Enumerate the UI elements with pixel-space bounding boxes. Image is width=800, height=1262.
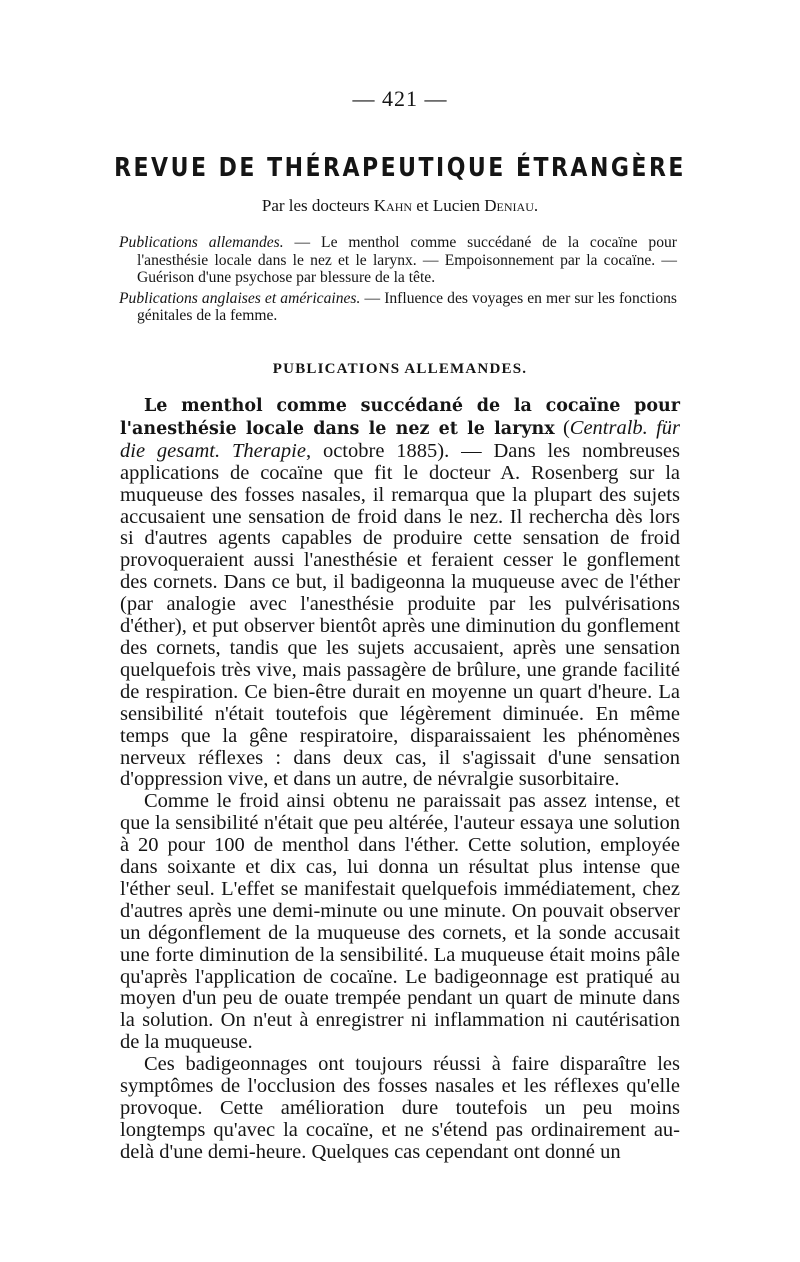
summary-english-label: Publications anglaises et américaines. [119, 289, 361, 307]
page-title: REVUE DE THÉRAPEUTIQUE ÉTRANGÈRE [114, 153, 686, 184]
author-deniau: Deniau [484, 196, 534, 215]
article-paragraph-3: Ces badigeonnages ont toujours réussi à faire disparaître les symptômes de l'occlusion des fosses nasales et les réflexes qu'elle provoque. Cette amélioration dure toutefois un peu moins longtemps qu'avec la cocaïne, et ne s'étend pas ordinairement au-delà d'une demi-heure. Quelques cas cependant ont donné un [120, 1053, 680, 1163]
section-heading: PUBLICATIONS ALLEMANDES. [272, 361, 528, 377]
article-paragraph-1-text: — Dans les nombreuses applications de cocaïne que fit le docteur A. Rosenberg sur la muqueuse des fosses nasales, il remarqua que la plupart des sujets accusaient une sensation de froid dans le nez. Il rechercha dès lors si d'autres agents capables de produire cette sensation de froid provoqueraient aussi l'anesthésie et feraient cesser le gonflement des cornets. Dans ce but, il badigeonna la muqueuse avec de l'éther (par analogie avec l'anesthésie produite par les pulvérisations d'éther), et put observer bientôt après une diminution du gonflement des cornets, tandis que les sujets accusaient, après une sensation quelquefois très vive, mais passagère de brûlure, une grande facilité de respiration. Ce bien-être durait en moyenne un quart d'heure. La sensibilité n'était toutefois que légèrement diminuée. En même temps que la gêne respiratoire, disparaissaient les phénomènes nerveux réflexes : dans deux cas, il s'agissait d'une sensation d'oppression vive, et dans un autre, de névralgie susorbitaire. [120, 439, 680, 791]
article-source-close: , octobre 1885). [305, 439, 450, 462]
page-number: — 421 — [352, 86, 448, 111]
summary-english [119, 290, 677, 325]
author-kahn: Kahn [373, 196, 413, 215]
summary-english-text: — Influence des voyages en mer sur les fonctions génitales de la femme. [137, 289, 677, 324]
authors-middle: et Lucien [412, 196, 485, 215]
table-of-contents-summary [119, 234, 677, 328]
summary-german [119, 234, 677, 287]
authors-suffix: . [533, 196, 539, 215]
summary-german-label: Publications allemandes. [119, 234, 284, 251]
article-source: Centralb. für die gesamt. Therapie [120, 416, 680, 462]
article-title: Le menthol comme succédané de la cocaïne pour l'anesthésie locale dans le nez et le larynx [120, 396, 680, 439]
authors-prefix: Par les docteurs [261, 196, 374, 215]
article-body [120, 395, 680, 1164]
summary-german-text: — Le menthol comme succédané de la cocaïne pour l'anesthésie locale dans le nez et le larynx. — Empoisonnement par la cocaïne. — Guérison d'une psychose par blessure de la tête. [137, 234, 677, 286]
authors-line [0, 196, 800, 216]
article-paragraph-2: Comme le froid ainsi obtenu ne paraissait pas assez intense, et que la sensibilité n'était que peu altérée, l'auteur essaya une solution à 20 pour 100 de menthol dans l'éther. Cette solution, employée dans soixante et dix cas, lui donna un résultat plus intense que l'éther seul. L'effet se manifestait quelquefois immédiatement, chez d'autres après une demi-minute ou une minute. On pouvait observer un dégonflement de la muqueuse des cornets, et la sonde accusait une forte diminution de la sensibilité. La muqueuse était moins pâle qu'après l'application de cocaïne. Le badigeonnage est pratiqué au moyen d'un peu de ouate trempée pendant un quart de minute dans la solution. On n'eut à enregistrer ni inflammation ni cautérisation de la muqueuse. [120, 790, 680, 1054]
article-source-open: ( [554, 416, 570, 439]
article-paragraph-1 [120, 395, 680, 791]
